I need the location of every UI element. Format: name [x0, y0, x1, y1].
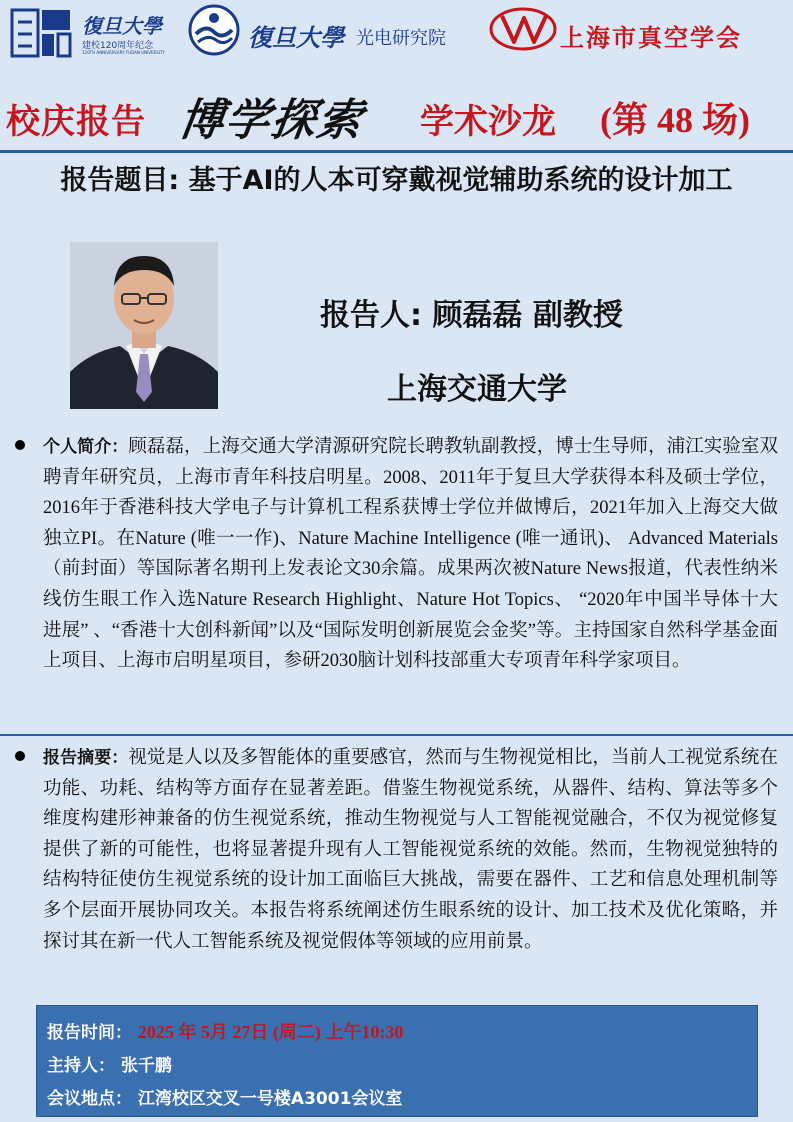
title-session-number: (第 48 场): [600, 100, 750, 140]
title-part-2: 学术沙龙: [420, 102, 556, 142]
speaker-affiliation: 上海交通大学: [387, 372, 567, 407]
event-info-box: [36, 1005, 758, 1117]
society-name: 上海市真空学会: [560, 23, 742, 52]
venue-label: 会议地点：: [47, 1089, 132, 1109]
abstract-section: [0, 743, 793, 1003]
abstract-lead: 报告摘要：: [43, 748, 129, 768]
bio-paragraph: [43, 432, 778, 677]
title-calligraphy: 博学探索: [175, 95, 367, 146]
time-value: 2025 年 5月 27日 (周二) 上午10:30: [137, 1022, 404, 1042]
vacuum-society-emblem-icon: [488, 6, 558, 52]
fudan-optoelectronics-logo: [188, 4, 478, 60]
fudan-name-left: 復旦大學: [82, 14, 162, 38]
institute-name: 光电研究院: [356, 28, 446, 49]
venue-value: 江湾校区交叉一号楼A3001会议室: [137, 1089, 403, 1109]
report-topic: 报告题目: 基于AI的人本可穿戴视觉辅助系统的设计加工: [60, 165, 733, 196]
header: [0, 0, 793, 68]
shanghai-vacuum-society-logo: [488, 6, 788, 56]
bio-lead: 个人简介：: [43, 437, 129, 457]
speaker-portrait-icon: [70, 242, 218, 409]
fudan-name-center: 復旦大學: [248, 23, 344, 52]
anniversary-seal-icon: [10, 8, 72, 58]
host-label: 主持人：: [47, 1056, 115, 1076]
anniversary-subtitle-en: 120TH ANNIVERSARY FUDAN UNIVERSITY: [82, 50, 165, 55]
venue-row: [47, 1084, 402, 1114]
abstract-text: 视觉是人以及多智能体的重要感官，然而与生物视觉相比，当前人工视觉系统在功能、功耗、结构等方面存在显著差距。借鉴生物视觉系统，从器件、结构、算法等多个维度构建形神兼备的仿生视觉系统，推动生物视觉与人工智能视觉融合，不仅为视觉修复提供了新的可能性，也将显著提升现有人工智能视觉系统的效能。然而，生物视觉独特的结构特征使仿生视觉系统的设计加工面临巨大挑战，需要在器件、工艺和信息处理机制等多个层面开展协同攻关。本报告将系统阐述仿生眼系统的设计、加工技术及优化策略，并探讨其在新一代人工智能系统及视觉假体等领域的应用前景。: [43, 748, 778, 952]
time-label: 报告时间：: [47, 1023, 132, 1043]
speaker-photo: [70, 242, 218, 409]
abstract-paragraph: [43, 743, 778, 957]
title-divider: [0, 150, 793, 153]
anniversary-subtitle: 建校120周年纪念: [82, 41, 154, 51]
event-title: [0, 84, 793, 146]
speaker-name: 报告人: 顾磊磊 副教授: [320, 298, 623, 333]
title-part-1: 校庆报告: [6, 102, 146, 142]
fudan-anniversary-logo: [10, 8, 175, 58]
section-divider: [0, 734, 793, 736]
host-row: [47, 1051, 172, 1081]
bio-section: [0, 432, 793, 732]
fudan-emblem-icon: [188, 4, 240, 56]
bullet-icon: [15, 440, 25, 450]
time-row: [47, 1018, 403, 1048]
host-value: 张千鹏: [120, 1056, 172, 1076]
bullet-icon: [15, 751, 25, 761]
bio-text: 顾磊磊，上海交通大学清源研究院长聘教轨副教授，博士生导师，浦江实验室双聘青年研究员，上海市青年科技启明星。2008、2011年于复旦大学获得本科及硕士学位，2016年于香港科技大学电子与计算机工程系获博士学位并做博后，2021年加入上海交大做独立PI。在Nature (唯一一作)、Nature Machine Intelligence (唯一通讯)、 Advanced Materials（前封面）等国际著名期刊上发表论文30余篇。成果两次被Nature News报道，代表性纳米线仿生眼工作入选Nature Research Highlight、Nature Hot Topics、 “2020年中国半导体十大进展” 、“香港十大创科新闻”以及“国际发明创新展览会金奖”等。主持国家自然科学基金面上项目、上海市启明星项目，参研2030脑计划科技部重大专项青年科学家项目。: [43, 437, 778, 672]
